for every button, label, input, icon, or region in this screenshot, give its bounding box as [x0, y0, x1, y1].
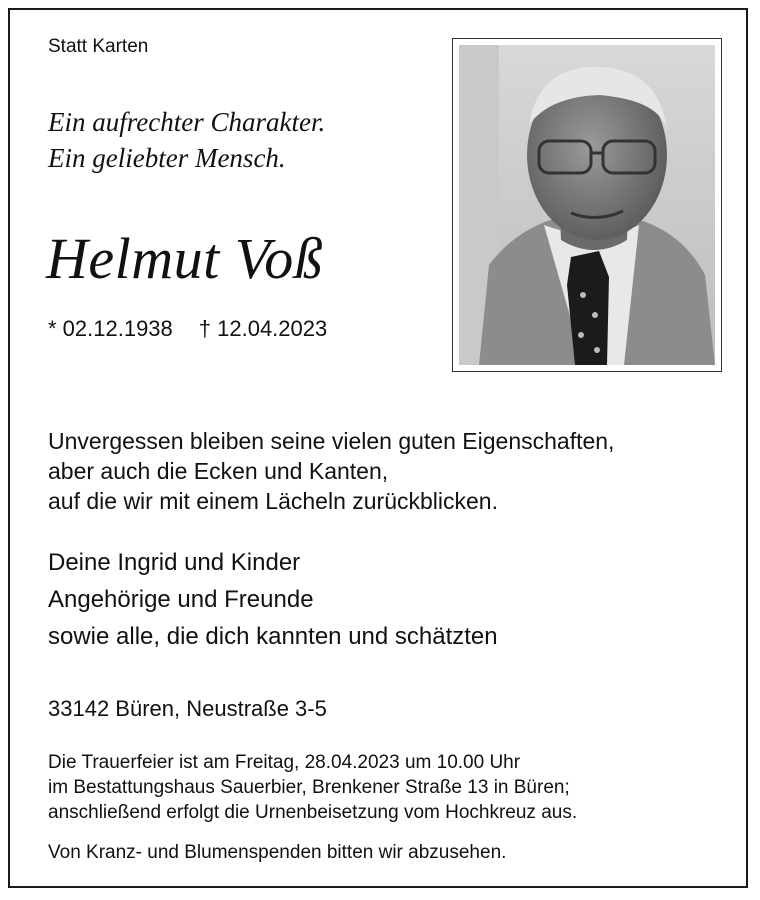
- quote-line-1: Ein aufrechter Charakter.: [48, 107, 326, 137]
- ceremony-line-1: Die Trauerfeier ist am Freitag, 28.04.2023 um 10.00 Uhr: [48, 752, 521, 773]
- family-line-1: Deine Ingrid und Kinder: [48, 549, 301, 576]
- remembrance-line-2: aber auch die Ecken und Kanten,: [48, 458, 389, 484]
- remembrance-text: [48, 426, 614, 516]
- ceremony-info: [48, 750, 577, 825]
- death-date: † 12.04.2023: [198, 316, 328, 341]
- statt-karten-label: Statt Karten: [48, 36, 149, 57]
- ceremony-line-3: anschließend erfolgt die Urnenbeisetzung vom Hochkreuz aus.: [48, 802, 578, 823]
- family-address: 33142 Büren, Neustraße 3-5: [48, 696, 327, 721]
- family-line-2: Angehörige und Freunde: [48, 586, 314, 613]
- family-signature: [48, 544, 498, 655]
- birth-date: * 02.12.1938: [48, 316, 173, 341]
- quote: [48, 104, 325, 176]
- family-line-3: sowie alle, die dich kannten und schätzten: [48, 623, 498, 650]
- donations-note: Von Kranz- und Blumenspenden bitten wir abzusehen.: [48, 842, 507, 863]
- deceased-name: Helmut Voß: [46, 226, 324, 291]
- portrait-photo: [452, 38, 722, 372]
- quote-line-2: Ein geliebter Mensch.: [48, 143, 286, 173]
- life-dates: [48, 314, 327, 344]
- remembrance-line-1: Unvergessen bleiben seine vielen guten Eigenschaften,: [48, 428, 615, 454]
- ceremony-line-2: im Bestattungshaus Sauerbier, Brenkener Straße 13 in Büren;: [48, 777, 570, 798]
- remembrance-line-3: auf die wir mit einem Lächeln zurückblicken.: [48, 488, 498, 514]
- portrait-photo-icon: [459, 45, 715, 365]
